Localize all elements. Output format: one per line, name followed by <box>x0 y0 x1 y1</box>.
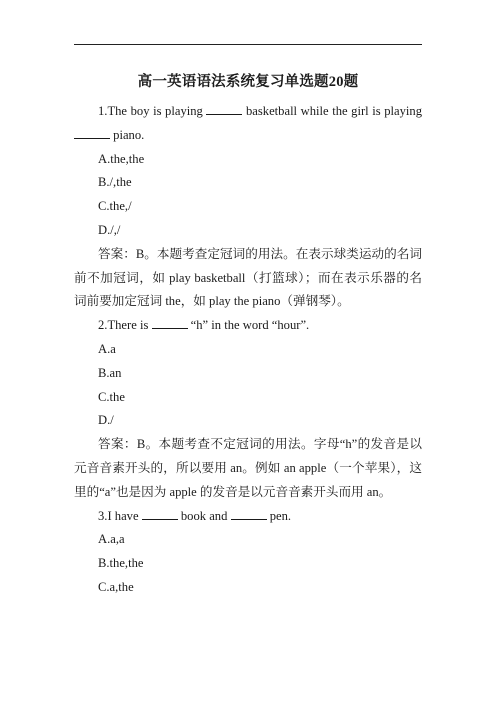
question-1-stem <box>74 100 422 148</box>
option-d: D./,/ <box>98 222 121 237</box>
answer-blank <box>74 126 110 139</box>
question-text: 3.I have <box>98 508 142 523</box>
question-3-stem <box>74 505 422 529</box>
option-a: A.a <box>98 341 116 356</box>
answer-text: an <box>366 484 379 499</box>
answer-text: （弹钢琴）。 <box>280 294 350 309</box>
option-d: D./ <box>98 413 114 428</box>
option-a: A.a,a <box>98 532 125 547</box>
answer-text: an <box>230 460 243 475</box>
option-a: A.the,the <box>98 151 145 166</box>
question-text: book and <box>177 508 231 523</box>
answer-text: play the piano <box>209 294 281 309</box>
answer-blank <box>142 507 178 520</box>
question-text: 2.There is <box>98 318 152 333</box>
answer-text: 。例如 <box>242 460 284 475</box>
answer-text: the <box>165 294 181 309</box>
header-rule <box>74 44 422 45</box>
answer-text: 答案：B。本题考查不定冠词的用法。字母“h”的发音是以元音音素开头的，所以要用 <box>74 437 422 475</box>
answer-text: 的发音是以元音音素开头而用 <box>196 484 367 499</box>
option-c: C.the,/ <box>98 199 132 214</box>
answer-blank <box>206 102 242 115</box>
question-text: “h” in the word “hour”. <box>187 318 310 333</box>
answer-text: （一个苹果），这里的“a”也是因为 <box>74 460 423 499</box>
question-text: 1.The boy is playing <box>98 104 207 118</box>
answer-text: apple <box>169 484 197 499</box>
answer-text: ，如 <box>180 294 210 309</box>
option-c: C.the <box>98 389 125 404</box>
option-b: B./,the <box>98 175 132 190</box>
option-c: C.a,the <box>98 579 134 594</box>
question-text: basketball while the girl is playing <box>242 104 422 118</box>
answer-text: play basketball <box>169 270 246 285</box>
question-text: piano. <box>110 127 145 142</box>
option-b: B.an <box>98 365 122 380</box>
option-b: B.the,the <box>98 556 144 571</box>
answer-blank <box>231 507 267 520</box>
question-1-answer <box>74 243 422 314</box>
answer-blank <box>152 316 188 329</box>
answer-text: （打篮球）；而在表示乐器的名词前要加定冠词 <box>74 270 422 309</box>
document-body <box>74 100 422 600</box>
question-2-answer <box>74 433 422 504</box>
answer-text: 答案：B。本题考查定冠词的用法。在表示球类运动的名词前不加冠词，如 <box>74 246 422 285</box>
question-text: pen. <box>266 508 292 523</box>
answer-text: 。 <box>378 484 392 499</box>
document-title: 高一英语语法系统复习单选题20题 <box>137 74 359 90</box>
question-2-stem <box>74 314 422 338</box>
answer-text: an apple <box>283 460 327 475</box>
